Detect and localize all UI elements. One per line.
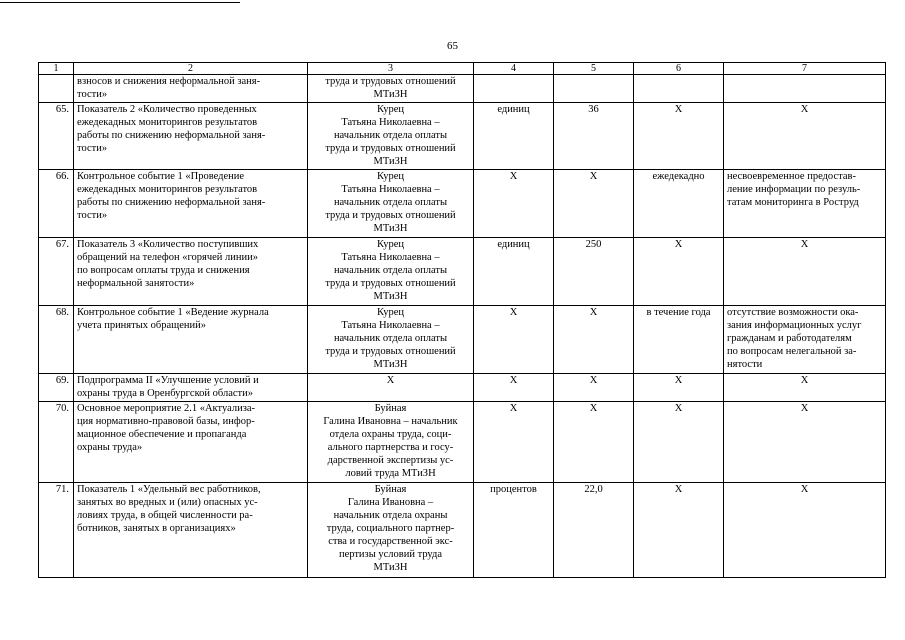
table-row [39, 483, 886, 578]
row-unit [474, 75, 554, 103]
row-note: несвоевременное предостав- ление информации по резуль- татам мониторинга в Роструд [724, 170, 886, 238]
row-unit: единиц [474, 103, 554, 170]
row-number: 70. [39, 402, 74, 483]
row-name: Контрольное событие 1 «Ведение журнала учета принятых обращений» [74, 306, 308, 374]
header-col-1: 1 [39, 63, 74, 75]
row-name: Показатель 2 «Количество проведенных ежедекадных мониторингов результатов работы по снижению неформальной заня- тости» [74, 103, 308, 170]
row-note [724, 75, 886, 103]
row-note: Х [724, 483, 886, 578]
row-period [634, 75, 724, 103]
header-col-5: 5 [554, 63, 634, 75]
header-col-7: 7 [724, 63, 886, 75]
row-note: Х [724, 103, 886, 170]
table-row [39, 103, 886, 170]
row-responsible: Курец Татьяна Николаевна – начальник отдела оплаты труда и трудовых отношений МТиЗН [308, 170, 474, 238]
row-unit: Х [474, 170, 554, 238]
row-value: 22,0 [554, 483, 634, 578]
row-period: ежедекадно [634, 170, 724, 238]
row-value: Х [554, 306, 634, 374]
row-value [554, 75, 634, 103]
row-value: 36 [554, 103, 634, 170]
header-col-3: 3 [308, 63, 474, 75]
row-responsible: Буйная Галина Ивановна – начальник отдела охраны труда, соци- ального партнерства и госу- дарственной экспертизы ус- ловий труда МТиЗН [308, 402, 474, 483]
row-unit: процентов [474, 483, 554, 578]
row-number: 71. [39, 483, 74, 578]
row-unit: Х [474, 402, 554, 483]
row-note: Х [724, 374, 886, 402]
table-row [39, 306, 886, 374]
row-value: 250 [554, 238, 634, 306]
header-col-2: 2 [74, 63, 308, 75]
row-number: 69. [39, 374, 74, 402]
table-row [39, 75, 886, 103]
header-row [39, 63, 886, 75]
row-responsible: Х [308, 374, 474, 402]
row-note: Х [724, 238, 886, 306]
row-name: Контрольное событие 1 «Проведение ежедекадных мониторингов результатов работы по снижению неформальной заня- тости» [74, 170, 308, 238]
header-col-4: 4 [474, 63, 554, 75]
row-period: в течение года [634, 306, 724, 374]
page-number: 65 [447, 40, 458, 52]
row-responsible: труда и трудовых отношений МТиЗН [308, 75, 474, 103]
row-name: Основное мероприятие 2.1 «Актуализа- ция нормативно-правовой базы, инфор- мационное обеспечение и пропаганда охраны труда» [74, 402, 308, 483]
row-number: 67. [39, 238, 74, 306]
table-row [39, 402, 886, 483]
row-value: Х [554, 170, 634, 238]
row-name: взносов и снижения неформальной заня- тости» [74, 75, 308, 103]
row-name: Показатель 1 «Удельный вес работников, занятых во вредных и (или) опасных ус- ловиях труда, в общей численности ра- ботников, занятых в организациях» [74, 483, 308, 578]
row-note: отсутствие возможности ока- зания информационных услуг гражданам и работодателям по вопросам нелегальной за- нятости [724, 306, 886, 374]
program-table [38, 62, 886, 578]
top-rule [0, 2, 240, 3]
header-col-6: 6 [634, 63, 724, 75]
table-row [39, 374, 886, 402]
row-name: Показатель 3 «Количество поступивших обращений на телефон «горячей линии» по вопросам оплаты труда и снижения неформальной занятости» [74, 238, 308, 306]
row-value: Х [554, 402, 634, 483]
row-value: Х [554, 374, 634, 402]
row-period: Х [634, 103, 724, 170]
row-period: Х [634, 483, 724, 578]
row-unit: Х [474, 306, 554, 374]
row-number: 68. [39, 306, 74, 374]
row-number: 66. [39, 170, 74, 238]
row-responsible: Курец Татьяна Николаевна – начальник отдела оплаты труда и трудовых отношений МТиЗН [308, 103, 474, 170]
row-unit: Х [474, 374, 554, 402]
row-responsible: Курец Татьяна Николаевна – начальник отдела оплаты труда и трудовых отношений МТиЗН [308, 306, 474, 374]
row-period: Х [634, 402, 724, 483]
row-responsible: Буйная Галина Ивановна – начальник отдела охраны труда, социального партнер- ства и государственной экс- пертизы условий труда МТиЗН [308, 483, 474, 578]
row-unit: единиц [474, 238, 554, 306]
row-period: Х [634, 238, 724, 306]
table-row [39, 238, 886, 306]
row-responsible: Курец Татьяна Николаевна – начальник отдела оплаты труда и трудовых отношений МТиЗН [308, 238, 474, 306]
table-row [39, 170, 886, 238]
row-name: Подпрограмма II «Улучшение условий и охраны труда в Оренбургской области» [74, 374, 308, 402]
row-note: Х [724, 402, 886, 483]
row-number: 65. [39, 103, 74, 170]
row-number [39, 75, 74, 103]
row-period: Х [634, 374, 724, 402]
